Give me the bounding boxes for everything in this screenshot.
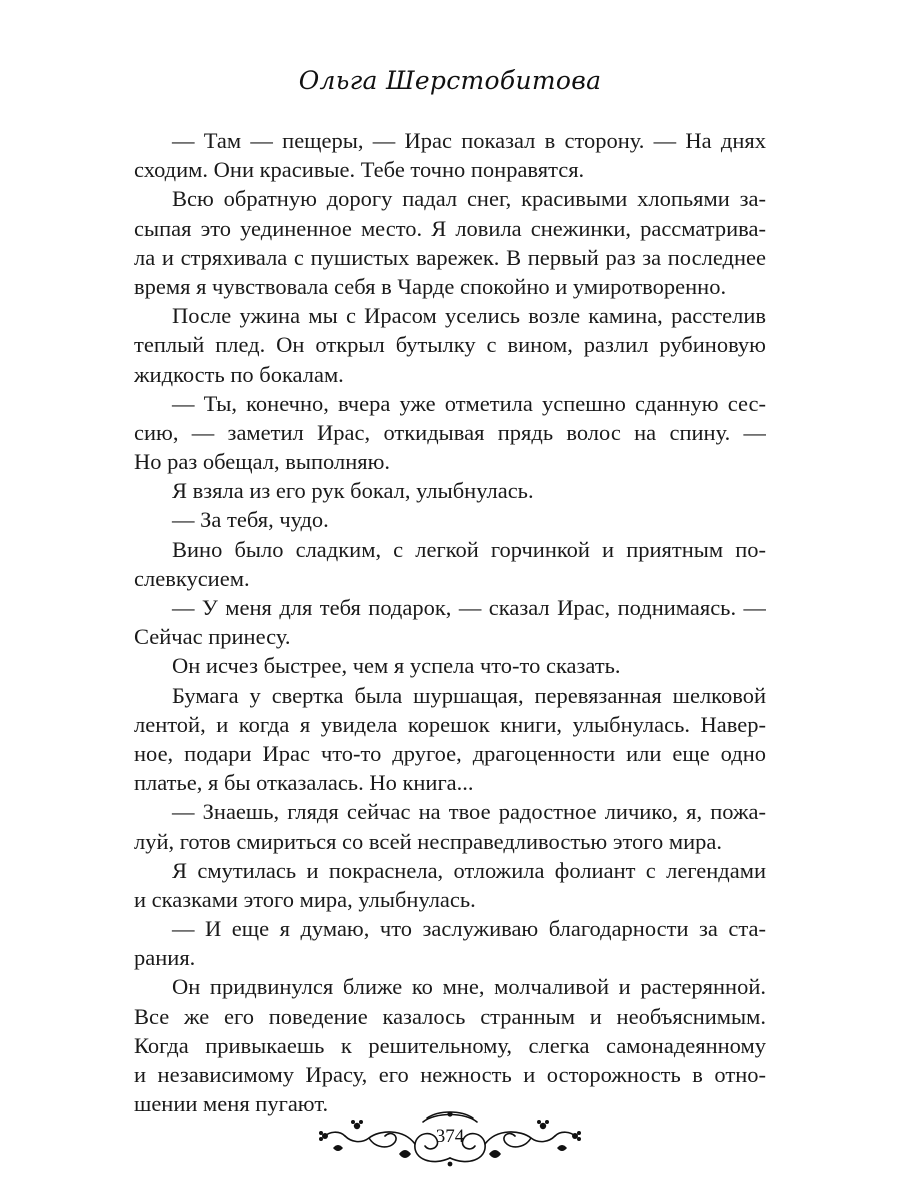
text-line: и независимому Ирасу, его нежность и осторожность в отно- bbox=[134, 1062, 766, 1087]
text-line: — Знаешь, глядя сейчас на твое радостное личико, я, пожа- bbox=[172, 799, 766, 825]
text-line: — Ты, конечно, вчера уже отметила успешно сданную сес- bbox=[172, 390, 766, 416]
page-number: 374 bbox=[435, 1126, 465, 1147]
text-line: Он придвинулся ближе ко мне, молчаливой и растерянной. bbox=[172, 974, 766, 1000]
text-line: Он исчез быстрее, чем я успела что-то сказать. bbox=[172, 653, 621, 679]
text-line: и сказками этого мира, улыбнулась. bbox=[134, 886, 476, 912]
text-line: Всю обратную дорогу падал снег, красивыми хлопьями за- bbox=[172, 186, 766, 212]
text-line: — И еще я думаю, что заслуживаю благодарности за ста- bbox=[172, 916, 766, 942]
text-line: платье, я бы отказалась. Но книга... bbox=[134, 770, 474, 796]
text-line: лентой, и когда я увидела корешок книги, улыбнулась. Навер- bbox=[134, 711, 766, 737]
text-line: сию, — заметил Ирас, откидывая прядь волос на спину. — bbox=[134, 419, 766, 445]
text-line: — У меня для тебя подарок, — сказал Ирас, поднимаясь. — bbox=[172, 595, 766, 620]
text-line: — За тебя, чудо. bbox=[172, 507, 329, 533]
text-line: теплый плед. Он открыл бутылку с вином, разлил рубиновую bbox=[134, 332, 766, 358]
text-line: Я смутилась и покраснела, отложила фолиант с легендами bbox=[172, 857, 766, 883]
text-line: луй, готов смириться со всей несправедливостью этого мира. bbox=[134, 828, 722, 854]
text-line: слевкусием. bbox=[134, 565, 250, 591]
text-line: ла и стряхивала с пушистых варежек. В первый раз за последнее bbox=[134, 244, 766, 270]
body-text bbox=[134, 126, 766, 1118]
text-line: Но раз обещал, выполняю. bbox=[134, 449, 391, 475]
text-line: Все же его поведение казалось странным и необъяснимым. bbox=[134, 1003, 766, 1029]
text-line: шении меня пугают. bbox=[134, 1091, 329, 1117]
text-line: сыпая это уединенное место. Я ловила снежинки, рассматрива- bbox=[134, 215, 766, 241]
text-line: Сейчас принесу. bbox=[134, 624, 291, 650]
text-line: Когда привыкаешь к решительному, слегка самонадеянному bbox=[134, 1032, 766, 1058]
text-line: После ужина мы с Ирасом уселись возле камина, расстелив bbox=[172, 303, 766, 329]
running-head-author: Ольга Шерстобитова bbox=[298, 66, 602, 95]
text-line: рания. bbox=[134, 945, 196, 971]
text-line: время я чувствовала себя в Чарде спокойно и умиротворенно. bbox=[134, 273, 727, 299]
text-line: жидкость по бокалам. bbox=[134, 361, 344, 387]
text-line: ное, подари Ирас что-то другое, драгоценности или еще одно bbox=[134, 740, 766, 766]
text-line: Я взяла из его рук бокал, улыбнулась. bbox=[172, 478, 534, 504]
text-line: сходим. Они красивые. Тебе точно понравятся. bbox=[134, 157, 585, 183]
page-folio bbox=[315, 1108, 585, 1170]
text-line: Вино было сладким, с легкой горчинкой и приятным по- bbox=[172, 536, 766, 562]
text-line: Бумага у свертка была шуршащая, перевязанная шелковой bbox=[172, 682, 766, 708]
text-line: — Там — пещеры, — Ирас показал в сторону. — На днях bbox=[172, 128, 766, 153]
